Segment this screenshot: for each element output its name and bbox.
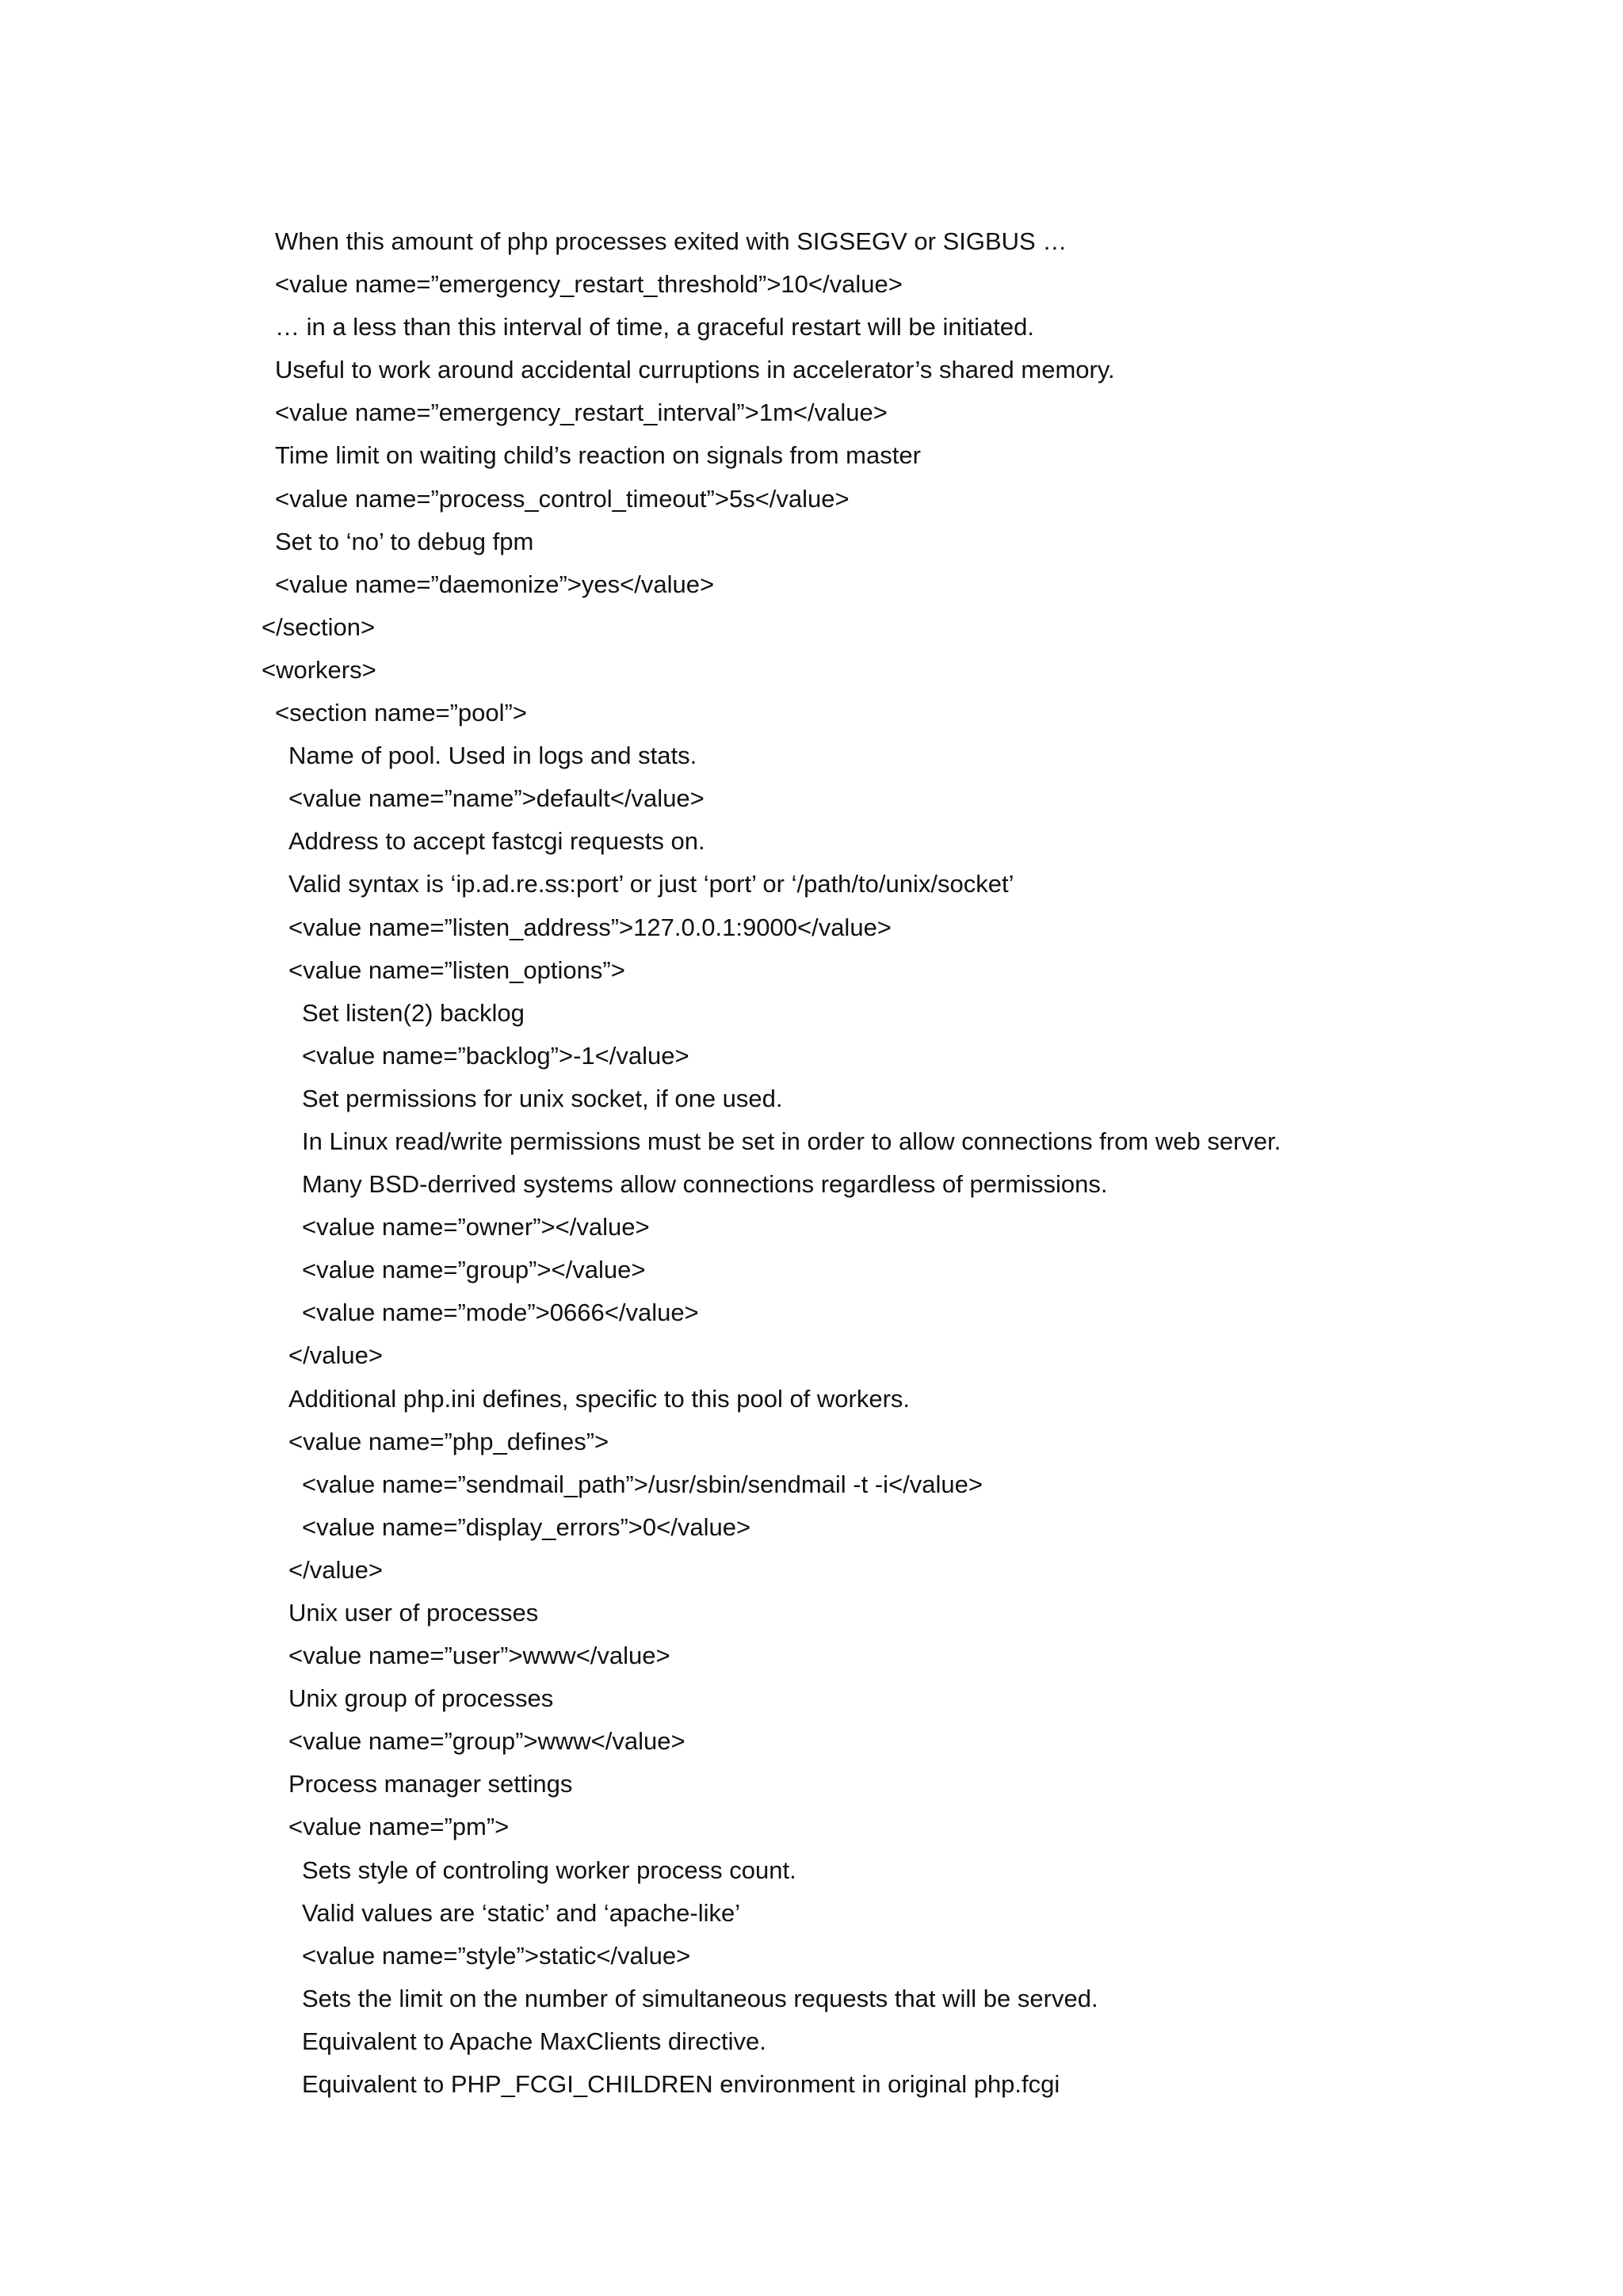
text-line: <value name=”style”>static</value> — [302, 1941, 691, 1970]
text-line: <value name=”owner”></value> — [302, 1213, 650, 1241]
text-line: Unix user of processes — [288, 1599, 539, 1627]
text-line: Time limit on waiting child’s reaction on signals from master — [275, 441, 921, 470]
text-line: </value> — [288, 1341, 383, 1370]
text-line: When this amount of php processes exited with SIGSEGV or SIGBUS … — [275, 227, 1067, 255]
text-line: <value name=”emergency_restart_threshold”>10</value> — [275, 270, 903, 299]
text-line: <value name=”user”>www</value> — [288, 1642, 670, 1670]
text-line: Many BSD-derrived systems allow connections regardless of permissions. — [302, 1170, 1108, 1199]
text-line: <value name=”emergency_restart_interval”>1m</value> — [275, 399, 888, 427]
text-line: Valid syntax is ‘ip.ad.re.ss:port’ or just ‘port’ or ‘/path/to/unix/socket’ — [288, 870, 1014, 898]
text-line: <value name=”group”>www</value> — [288, 1727, 685, 1756]
text-line: </value> — [288, 1555, 383, 1584]
text-line: <value name=”mode”>0666</value> — [302, 1299, 699, 1327]
text-line: <value name=”name”>default</value> — [288, 784, 705, 813]
text-line: In Linux read/write permissions must be set in order to allow connections from web server. — [302, 1127, 1281, 1155]
text-line: Process manager settings — [288, 1770, 573, 1798]
text-line: Set to ‘no’ to debug fpm — [275, 527, 534, 555]
text-line: <value name=”daemonize”>yes</value> — [275, 570, 715, 598]
text-line: <section name=”pool”> — [275, 699, 527, 727]
text-line: Valid values are ‘static’ and ‘apache-like’ — [302, 1898, 741, 1927]
text-line: Address to accept fastcgi requests on. — [288, 827, 705, 856]
text-line: Sets the limit on the number of simultaneous requests that will be served. — [302, 1984, 1098, 2012]
text-line: <value name=”php_defines”> — [288, 1427, 609, 1455]
text-line: Sets style of controling worker process count. — [302, 1855, 796, 1884]
text-line: <value name=”backlog”>-1</value> — [302, 1041, 689, 1070]
text-line: Additional php.ini defines, specific to this pool of workers. — [288, 1384, 911, 1413]
text-line: <workers> — [262, 655, 376, 684]
text-line: <value name=”group”></value> — [302, 1256, 646, 1284]
text-line: Set listen(2) backlog — [302, 998, 525, 1027]
text-line: <value name=”display_errors”>0</value> — [302, 1512, 751, 1541]
text-line: Useful to work around accidental curruptions in accelerator’s shared memory. — [275, 356, 1115, 384]
text-line: <value name=”listen_address”>127.0.0.1:9000</value> — [288, 913, 892, 941]
text-line: Equivalent to PHP_FCGI_CHILDREN environment in original php.fcgi — [302, 2070, 1060, 2099]
text-line: <value name=”sendmail_path”>/usr/sbin/sendmail -t -i</value> — [302, 1470, 983, 1498]
text-line: Unix group of processes — [288, 1684, 554, 1713]
text-line: Name of pool. Used in logs and stats. — [288, 742, 697, 770]
text-line: … in a less than this interval of time, a graceful restart will be initiated. — [275, 313, 1034, 341]
text-line: Equivalent to Apache MaxClients directive. — [302, 2027, 766, 2055]
config-text-block — [262, 220, 1569, 2106]
text-line: <value name=”listen_options”> — [288, 955, 625, 984]
text-line: </section> — [262, 612, 376, 641]
text-line: <value name=”process_control_timeout”>5s</value> — [275, 484, 850, 513]
text-line: <value name=”pm”> — [288, 1813, 510, 1841]
text-line: Set permissions for unix socket, if one used. — [302, 1084, 783, 1112]
